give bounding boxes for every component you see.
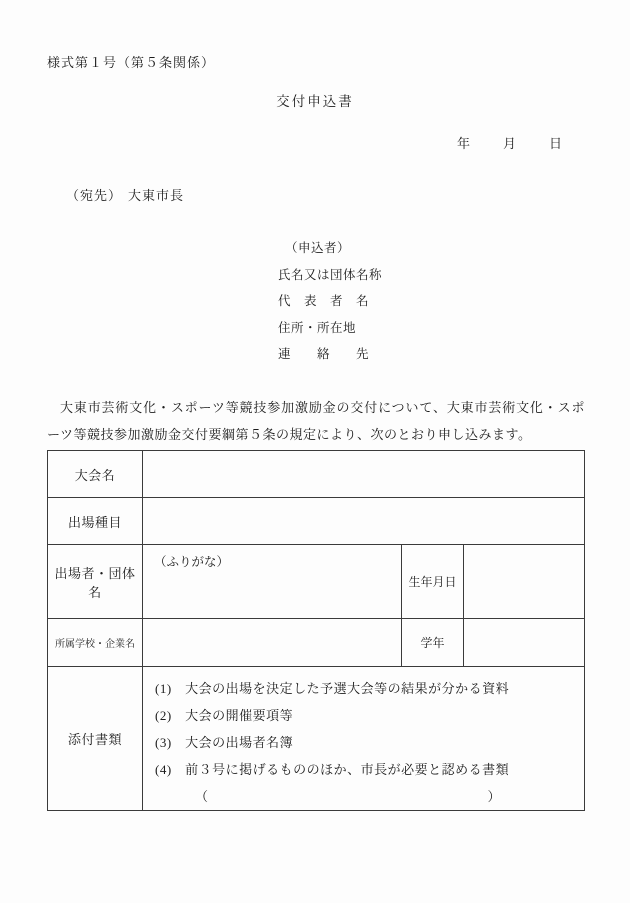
attachments-content-cell [143,667,585,811]
attachment-item-2: (2) 大会の開催要項等 [155,708,294,723]
applicant-field-contact: 連 絡 先 [278,347,370,361]
application-statement: 大東市芸術文化・スポーツ等競技参加激励金の交付について、大東市芸術文化・スポーツ等競技参加激励金交付要綱第５条の規定により、次のとおり申し込みます。 [47,400,585,442]
month-label: 月 [502,136,516,151]
document-title: 交付申込書 [276,94,354,109]
category-blank-cell [143,498,585,545]
dob-label: 生年月日 [402,545,464,619]
paren-open: （ [195,789,209,804]
paren-close: ） [487,789,501,804]
addressee-name: 大東市長 [128,188,185,203]
dob-blank-cell [464,545,585,619]
table-row-category [48,498,585,545]
applicant-block [278,235,382,368]
participant-name-cell [143,545,402,619]
school-blank-cell [143,619,402,667]
form-code: 様式第１号（第５条関係） [47,55,216,70]
year-label: 年 [456,136,470,151]
school-label: 所属学校・企業名 [48,619,143,667]
attachment-item-3: (3) 大会の出場者名簿 [155,735,294,750]
addressee-line [66,185,184,204]
table-row-attachments [48,667,585,811]
attachment-item-1: (1) 大会の出場を決定した予選大会等の結果が分かる資料 [155,681,510,696]
attachments-label: 添付書類 [48,667,143,811]
furigana-label: （ふりがな） [154,555,230,569]
attachment-item-4: (4) 前３号に掲げるもののほか、市長が必要と認める書類 [155,762,510,777]
day-label: 日 [548,136,562,151]
category-label: 出場種目 [48,498,143,545]
event-name-blank-cell [143,451,585,498]
application-table [47,450,585,811]
attachments-list [143,667,584,810]
applicant-field-name: 氏名又は団体名称 [278,267,383,282]
participant-label: 出場者・団体名 [48,545,143,619]
attachment-other-paren-line [195,783,501,810]
applicant-field-representative: 代 表 者 名 [278,294,370,308]
applicant-field-address: 住所・所在地 [278,320,357,335]
date-line [457,133,562,152]
grade-label: 学年 [402,619,464,667]
table-row-school [48,619,585,667]
event-name-label: 大会名 [48,451,143,498]
grade-blank-cell [464,619,585,667]
applicant-heading: （申込者） [285,241,351,255]
table-row-event-name [48,451,585,498]
table-row-participant [48,545,585,619]
addressee-prefix: （宛先） [66,188,123,203]
